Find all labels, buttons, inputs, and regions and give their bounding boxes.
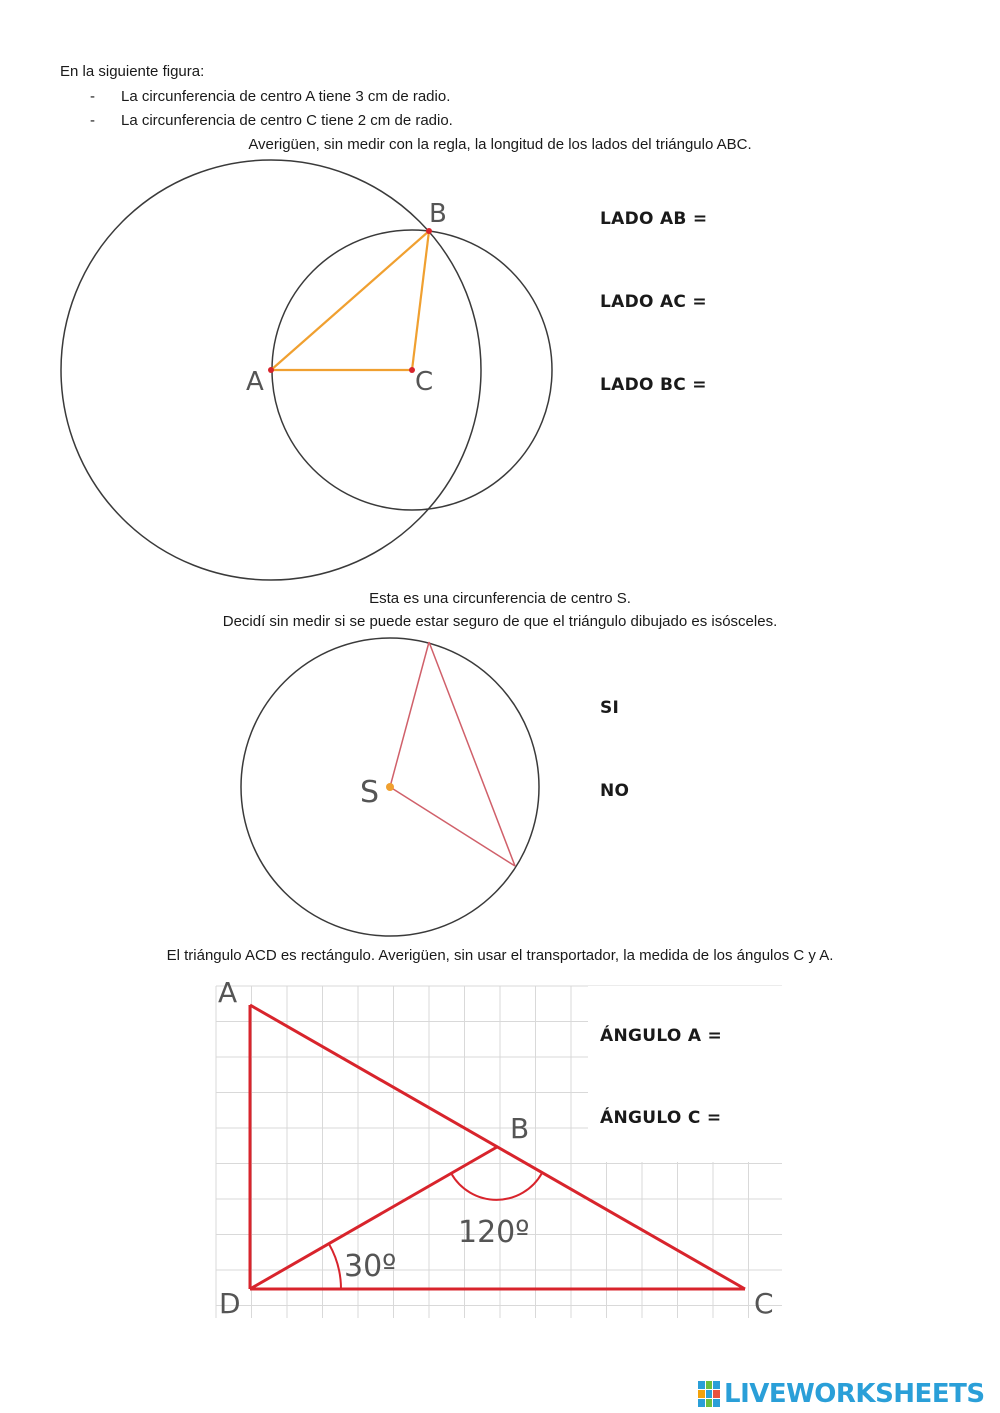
label-b: B [429, 199, 447, 229]
answer-lado-ab: LADO AB = [600, 209, 708, 229]
bullet-text: La circunferencia de centro C tiene 2 cm de radio. [121, 112, 453, 129]
answer-panel [588, 986, 788, 1162]
bullet-marker: - [90, 88, 95, 105]
answer-lado-bc: LADO BC = [600, 375, 707, 395]
brand-logo [698, 1378, 985, 1410]
instruction-text: Averigüen, sin medir con la regla, la longitud de los lados del triángulo ABC. [248, 136, 752, 153]
bullet-marker: - [90, 112, 95, 129]
section3-instruction: El triángulo ACD es rectángulo. Averigüen, sin usar el transportador, la medida de los ángulos C y A. [166, 947, 834, 964]
angle-label-b: 120º [458, 1215, 530, 1250]
section2-line1: Esta es una circunferencia de centro S. [369, 590, 631, 607]
intro-text: En la siguiente figura: [60, 63, 205, 80]
answer-angulo-c: ÁNGULO C = [600, 1108, 722, 1128]
brand-name: LIVEWORKSHEETS [724, 1379, 985, 1409]
label-c: C [754, 1287, 774, 1320]
answer-si[interactable]: SI [600, 698, 620, 718]
answer-angulo-a: ÁNGULO A = [600, 1026, 723, 1046]
angle-arc-d [329, 1244, 341, 1289]
answer-no[interactable]: NO [600, 781, 630, 801]
label-c: C [415, 367, 434, 397]
label-b: B [510, 1112, 530, 1145]
bullet-text: La circunferencia de centro A tiene 3 cm de radio. [121, 88, 451, 105]
brand-icon [698, 1381, 720, 1407]
answer-lado-ac: LADO AC = [600, 292, 707, 312]
label-s: S [360, 775, 380, 810]
label-a: A [218, 976, 238, 1009]
label-a: A [246, 367, 264, 397]
section2-line2: Decidí sin medir si se puede estar seguro de que el triángulo dibujado es isósceles. [222, 613, 778, 630]
label-d: D [219, 1287, 241, 1320]
angle-label-d: 30º [344, 1249, 397, 1284]
